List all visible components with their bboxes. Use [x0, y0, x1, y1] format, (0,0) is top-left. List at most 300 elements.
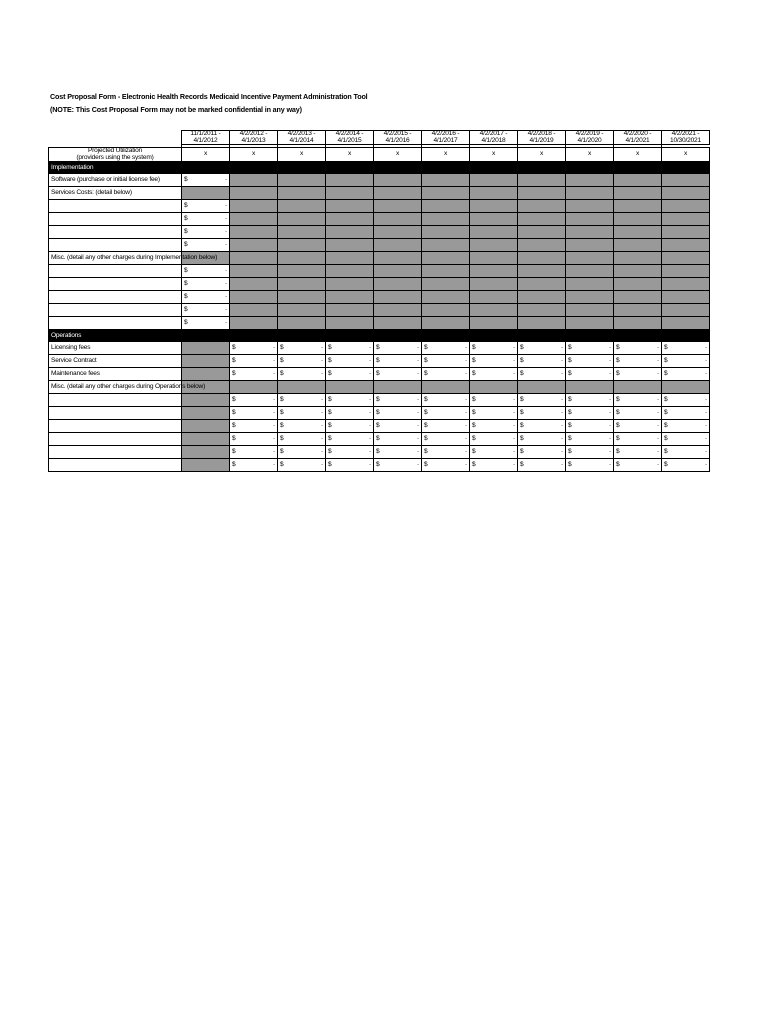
amount-cell[interactable] [182, 200, 230, 213]
currency-symbol: $ [520, 370, 524, 378]
shaded-cell [182, 459, 230, 472]
zero-dash: - [225, 306, 227, 314]
amount-cell[interactable] [230, 446, 278, 459]
zero-dash: - [417, 435, 419, 443]
amount-value [664, 371, 707, 378]
zero-dash: - [561, 435, 563, 443]
amount-value [232, 371, 275, 378]
currency-symbol: $ [568, 409, 572, 417]
currency-symbol: $ [424, 435, 428, 443]
shaded-cell [278, 252, 326, 265]
amount-value [376, 423, 419, 430]
currency-symbol: $ [664, 422, 668, 430]
projected-value[interactable] [470, 148, 518, 162]
amount-cell[interactable] [278, 342, 326, 355]
amount-cell[interactable] [230, 420, 278, 433]
projected-value[interactable] [374, 148, 422, 162]
amount-cell[interactable] [326, 433, 374, 446]
amount-cell[interactable] [662, 394, 710, 407]
zero-dash: - [609, 370, 611, 378]
currency-symbol: $ [616, 435, 620, 443]
amount-value [232, 436, 275, 443]
amount-cell[interactable] [422, 420, 470, 433]
zero-dash: - [225, 176, 227, 184]
amount-value [424, 449, 467, 456]
amount-cell[interactable] [326, 459, 374, 472]
amount-cell[interactable] [518, 433, 566, 446]
amount-cell[interactable] [470, 433, 518, 446]
amount-cell[interactable] [566, 446, 614, 459]
amount-cell[interactable] [518, 459, 566, 472]
amount-cell[interactable] [326, 342, 374, 355]
zero-dash: - [609, 396, 611, 404]
currency-symbol: $ [184, 202, 188, 210]
amount-value [664, 423, 707, 430]
amount-cell[interactable] [470, 407, 518, 420]
shaded-cell [518, 291, 566, 304]
amount-cell[interactable] [278, 433, 326, 446]
currency-symbol: $ [280, 448, 284, 456]
amount-cell[interactable] [278, 407, 326, 420]
amount-cell[interactable] [422, 459, 470, 472]
detail-line-input[interactable] [49, 239, 182, 252]
amount-value [184, 320, 227, 327]
currency-symbol: $ [424, 422, 428, 430]
shaded-cell [278, 317, 326, 330]
implementation-misc-detail-row [49, 291, 710, 304]
amount-cell[interactable] [278, 394, 326, 407]
amount-cell[interactable] [230, 368, 278, 381]
amount-cell[interactable] [374, 433, 422, 446]
services-detail-row [49, 200, 710, 213]
amount-cell[interactable] [662, 459, 710, 472]
amount-value [424, 423, 467, 430]
amount-cell[interactable] [230, 433, 278, 446]
amount-value [376, 449, 419, 456]
currency-symbol: $ [184, 215, 188, 223]
shaded-cell [614, 278, 662, 291]
amount-cell[interactable] [614, 368, 662, 381]
shaded-cell [566, 317, 614, 330]
amount-cell[interactable] [518, 420, 566, 433]
projected-value[interactable] [566, 148, 614, 162]
amount-cell[interactable] [662, 342, 710, 355]
detail-line-input[interactable] [49, 317, 182, 330]
zero-dash: - [657, 409, 659, 417]
currency-symbol: $ [568, 435, 572, 443]
shaded-cell [470, 252, 518, 265]
amount-cell[interactable] [326, 355, 374, 368]
zero-dash: - [369, 370, 371, 378]
currency-symbol: $ [616, 448, 620, 456]
amount-cell[interactable] [374, 407, 422, 420]
amount-cell[interactable] [614, 355, 662, 368]
amount-cell[interactable] [566, 459, 614, 472]
shaded-cell [422, 304, 470, 317]
amount-cell[interactable] [374, 446, 422, 459]
amount-cell[interactable] [662, 446, 710, 459]
zero-dash: - [465, 448, 467, 456]
period-start: 4/2/2019 - [575, 130, 604, 137]
amount-cell[interactable] [374, 368, 422, 381]
amount-cell[interactable] [614, 420, 662, 433]
amount-cell[interactable] [422, 355, 470, 368]
amount-cell[interactable] [374, 420, 422, 433]
amount-cell[interactable] [422, 368, 470, 381]
zero-dash: - [369, 396, 371, 404]
amount-cell[interactable] [230, 459, 278, 472]
amount-cell[interactable] [422, 342, 470, 355]
amount-cell[interactable] [182, 278, 230, 291]
currency-symbol: $ [520, 422, 524, 430]
amount-value [616, 436, 659, 443]
currency-symbol: $ [232, 435, 236, 443]
shaded-cell [518, 239, 566, 252]
amount-value [520, 423, 563, 430]
implementation-misc-detail-row [49, 317, 710, 330]
amount-cell[interactable] [470, 394, 518, 407]
currency-symbol: $ [184, 319, 188, 327]
currency-symbol: $ [568, 461, 572, 469]
period-end: 4/1/2014 [289, 136, 314, 144]
zero-dash: - [513, 461, 515, 469]
shaded-cell [614, 213, 662, 226]
amount-value [280, 436, 323, 443]
amount-cell[interactable] [566, 342, 614, 355]
zero-dash: - [369, 357, 371, 365]
shaded-cell [182, 433, 230, 446]
amount-cell[interactable] [566, 394, 614, 407]
shaded-cell [278, 187, 326, 200]
shaded-cell [614, 226, 662, 239]
shaded-cell [278, 226, 326, 239]
amount-cell[interactable] [662, 368, 710, 381]
shaded-cell [470, 187, 518, 200]
amount-cell[interactable] [566, 420, 614, 433]
cell-text: x [443, 150, 448, 158]
currency-symbol: $ [280, 396, 284, 404]
detail-line-input[interactable] [49, 304, 182, 317]
amount-value [232, 345, 275, 352]
detail-line-input[interactable] [49, 278, 182, 291]
amount-value [472, 358, 515, 365]
amount-value [520, 462, 563, 469]
currency-symbol: $ [472, 344, 476, 352]
detail-line-input[interactable] [49, 433, 182, 446]
projected-value[interactable] [422, 148, 470, 162]
shaded-cell [278, 239, 326, 252]
licensing-fees-label [49, 342, 182, 355]
amount-cell[interactable] [614, 342, 662, 355]
amount-value [328, 371, 371, 378]
amount-cell[interactable] [470, 446, 518, 459]
zero-dash: - [609, 422, 611, 430]
currency-symbol: $ [280, 370, 284, 378]
operations-misc-detail-row [49, 407, 710, 420]
shaded-cell [566, 213, 614, 226]
amount-cell[interactable] [614, 394, 662, 407]
amount-cell[interactable] [662, 355, 710, 368]
amount-cell[interactable] [614, 459, 662, 472]
currency-symbol: $ [520, 409, 524, 417]
period-end: 4/1/2019 [529, 136, 554, 144]
detail-line-input[interactable] [49, 394, 182, 407]
amount-cell[interactable] [278, 459, 326, 472]
detail-line-input[interactable] [49, 459, 182, 472]
zero-dash: - [369, 422, 371, 430]
amount-cell[interactable] [662, 433, 710, 446]
amount-cell[interactable] [614, 433, 662, 446]
amount-cell[interactable] [518, 355, 566, 368]
implementation-misc-label [49, 252, 218, 265]
amount-cell[interactable] [518, 446, 566, 459]
operations-section-header [49, 330, 710, 342]
currency-symbol: $ [424, 461, 428, 469]
currency-symbol: $ [616, 461, 620, 469]
projected-value[interactable] [614, 148, 662, 162]
shaded-cell [326, 226, 374, 239]
amount-cell[interactable] [470, 342, 518, 355]
zero-dash: - [321, 435, 323, 443]
amount-value [472, 371, 515, 378]
zero-dash: - [465, 370, 467, 378]
amount-value [424, 358, 467, 365]
period-end: 4/1/2020 [577, 136, 602, 144]
period-end: 10/30/2021 [669, 136, 701, 144]
service-contract-row [49, 355, 710, 368]
amount-cell[interactable] [230, 342, 278, 355]
amount-cell[interactable] [470, 368, 518, 381]
amount-value [568, 397, 611, 404]
label-line: Projected Utilization [87, 147, 143, 155]
amount-cell[interactable] [182, 317, 230, 330]
currency-symbol: $ [328, 344, 332, 352]
amount-cell[interactable] [374, 394, 422, 407]
zero-dash: - [273, 370, 275, 378]
amount-cell[interactable] [566, 407, 614, 420]
zero-dash: - [321, 409, 323, 417]
projected-value[interactable] [230, 148, 278, 162]
currency-symbol: $ [664, 448, 668, 456]
projected-value[interactable] [326, 148, 374, 162]
amount-value [376, 436, 419, 443]
currency-symbol: $ [328, 461, 332, 469]
currency-symbol: $ [664, 370, 668, 378]
shaded-cell [326, 278, 374, 291]
software-label [49, 174, 182, 187]
projected-value[interactable] [278, 148, 326, 162]
detail-line-input[interactable] [49, 407, 182, 420]
amount-cell[interactable] [230, 355, 278, 368]
shaded-cell [470, 381, 518, 394]
shaded-cell [614, 291, 662, 304]
period-start: 4/2/2014 - [335, 130, 364, 137]
amount-value [328, 423, 371, 430]
period-header [278, 131, 326, 145]
zero-dash: - [369, 448, 371, 456]
amount-cell[interactable] [326, 420, 374, 433]
currency-symbol: $ [568, 344, 572, 352]
currency-symbol: $ [184, 228, 188, 236]
amount-cell[interactable] [374, 355, 422, 368]
zero-dash: - [465, 435, 467, 443]
detail-line-input[interactable] [49, 226, 182, 239]
shaded-cell [470, 226, 518, 239]
amount-value [328, 449, 371, 456]
currency-symbol: $ [328, 370, 332, 378]
amount-cell[interactable] [422, 446, 470, 459]
amount-cell[interactable] [662, 420, 710, 433]
services-detail-row [49, 226, 710, 239]
amount-cell[interactable] [374, 459, 422, 472]
zero-dash: - [561, 422, 563, 430]
currency-symbol: $ [376, 461, 380, 469]
amount-cell[interactable] [518, 342, 566, 355]
amount-cell[interactable] [182, 239, 230, 252]
shaded-cell [326, 213, 374, 226]
amount-cell[interactable] [470, 459, 518, 472]
projected-value[interactable] [182, 148, 230, 162]
zero-dash: - [225, 241, 227, 249]
shaded-cell [614, 265, 662, 278]
amount-cell[interactable] [182, 291, 230, 304]
detail-line-input[interactable] [49, 213, 182, 226]
amount-cell[interactable] [422, 433, 470, 446]
detail-line-input[interactable] [49, 200, 182, 213]
zero-dash: - [705, 435, 707, 443]
zero-dash: - [513, 422, 515, 430]
shaded-cell [566, 291, 614, 304]
amount-value [280, 371, 323, 378]
shaded-cell [662, 226, 710, 239]
amount-cell[interactable] [278, 368, 326, 381]
zero-dash: - [465, 461, 467, 469]
shaded-cell [422, 278, 470, 291]
amount-cell[interactable] [614, 407, 662, 420]
zero-dash: - [417, 448, 419, 456]
shaded-cell [566, 304, 614, 317]
amount-cell[interactable] [182, 304, 230, 317]
currency-symbol: $ [376, 344, 380, 352]
amount-value [664, 397, 707, 404]
zero-dash: - [369, 344, 371, 352]
currency-symbol: $ [280, 409, 284, 417]
detail-line-input[interactable] [49, 265, 182, 278]
currency-symbol: $ [232, 461, 236, 469]
amount-cell[interactable] [422, 394, 470, 407]
amount-cell[interactable] [182, 213, 230, 226]
amount-value [376, 410, 419, 417]
shaded-cell [422, 239, 470, 252]
shaded-cell [518, 187, 566, 200]
amount-value [568, 358, 611, 365]
amount-cell[interactable] [470, 420, 518, 433]
amount-cell[interactable] [326, 446, 374, 459]
amount-value [616, 462, 659, 469]
zero-dash: - [609, 448, 611, 456]
detail-line-input[interactable] [49, 446, 182, 459]
amount-cell[interactable] [518, 394, 566, 407]
currency-symbol: $ [472, 370, 476, 378]
amount-cell[interactable] [662, 407, 710, 420]
amount-value [568, 462, 611, 469]
zero-dash: - [609, 461, 611, 469]
amount-value [328, 397, 371, 404]
amount-cell[interactable] [470, 355, 518, 368]
currency-symbol: $ [664, 435, 668, 443]
amount-value [472, 462, 515, 469]
amount-cell[interactable] [230, 407, 278, 420]
amount-cell[interactable] [230, 394, 278, 407]
shaded-cell [278, 291, 326, 304]
amount-cell[interactable] [278, 355, 326, 368]
period-header [182, 131, 230, 145]
amount-cell[interactable] [278, 420, 326, 433]
amount-value [232, 423, 275, 430]
operations-misc-detail-row [49, 433, 710, 446]
amount-cell[interactable] [182, 174, 230, 187]
shaded-cell [518, 252, 566, 265]
zero-dash: - [465, 357, 467, 365]
amount-cell[interactable] [518, 368, 566, 381]
currency-symbol: $ [184, 293, 188, 301]
amount-value [232, 358, 275, 365]
amount-value [328, 436, 371, 443]
currency-symbol: $ [232, 344, 236, 352]
amount-cell[interactable] [518, 407, 566, 420]
amount-cell[interactable] [326, 368, 374, 381]
detail-line-input[interactable] [49, 291, 182, 304]
amount-cell[interactable] [566, 433, 614, 446]
amount-cell[interactable] [182, 226, 230, 239]
projected-value[interactable] [662, 148, 710, 162]
amount-cell[interactable] [182, 265, 230, 278]
corner-blank [49, 131, 182, 145]
form-title: Cost Proposal Form - Electronic Health Records Medicaid Incentive Payment Administration Tool [50, 92, 368, 101]
amount-cell[interactable] [374, 342, 422, 355]
amount-value [520, 358, 563, 365]
implementation-section-header [49, 162, 710, 174]
amount-value [280, 449, 323, 456]
currency-symbol: $ [328, 435, 332, 443]
shaded-cell [422, 200, 470, 213]
amount-cell[interactable] [278, 446, 326, 459]
cell-text: x [539, 150, 544, 158]
currency-symbol: $ [424, 370, 428, 378]
amount-cell[interactable] [326, 407, 374, 420]
amount-cell[interactable] [566, 355, 614, 368]
zero-dash: - [657, 461, 659, 469]
shaded-cell [374, 187, 422, 200]
software-row [49, 174, 710, 187]
currency-symbol: $ [232, 422, 236, 430]
shaded-cell [422, 291, 470, 304]
amount-cell[interactable] [326, 394, 374, 407]
currency-symbol: $ [184, 280, 188, 288]
currency-symbol: $ [376, 448, 380, 456]
amount-cell[interactable] [614, 446, 662, 459]
detail-line-input[interactable] [49, 420, 182, 433]
projected-value[interactable] [518, 148, 566, 162]
period-start: 4/2/2016 - [431, 130, 460, 137]
currency-symbol: $ [472, 448, 476, 456]
amount-cell[interactable] [566, 368, 614, 381]
shaded-cell [614, 187, 662, 200]
amount-value [424, 397, 467, 404]
zero-dash: - [705, 461, 707, 469]
amount-value [520, 371, 563, 378]
amount-cell[interactable] [422, 407, 470, 420]
